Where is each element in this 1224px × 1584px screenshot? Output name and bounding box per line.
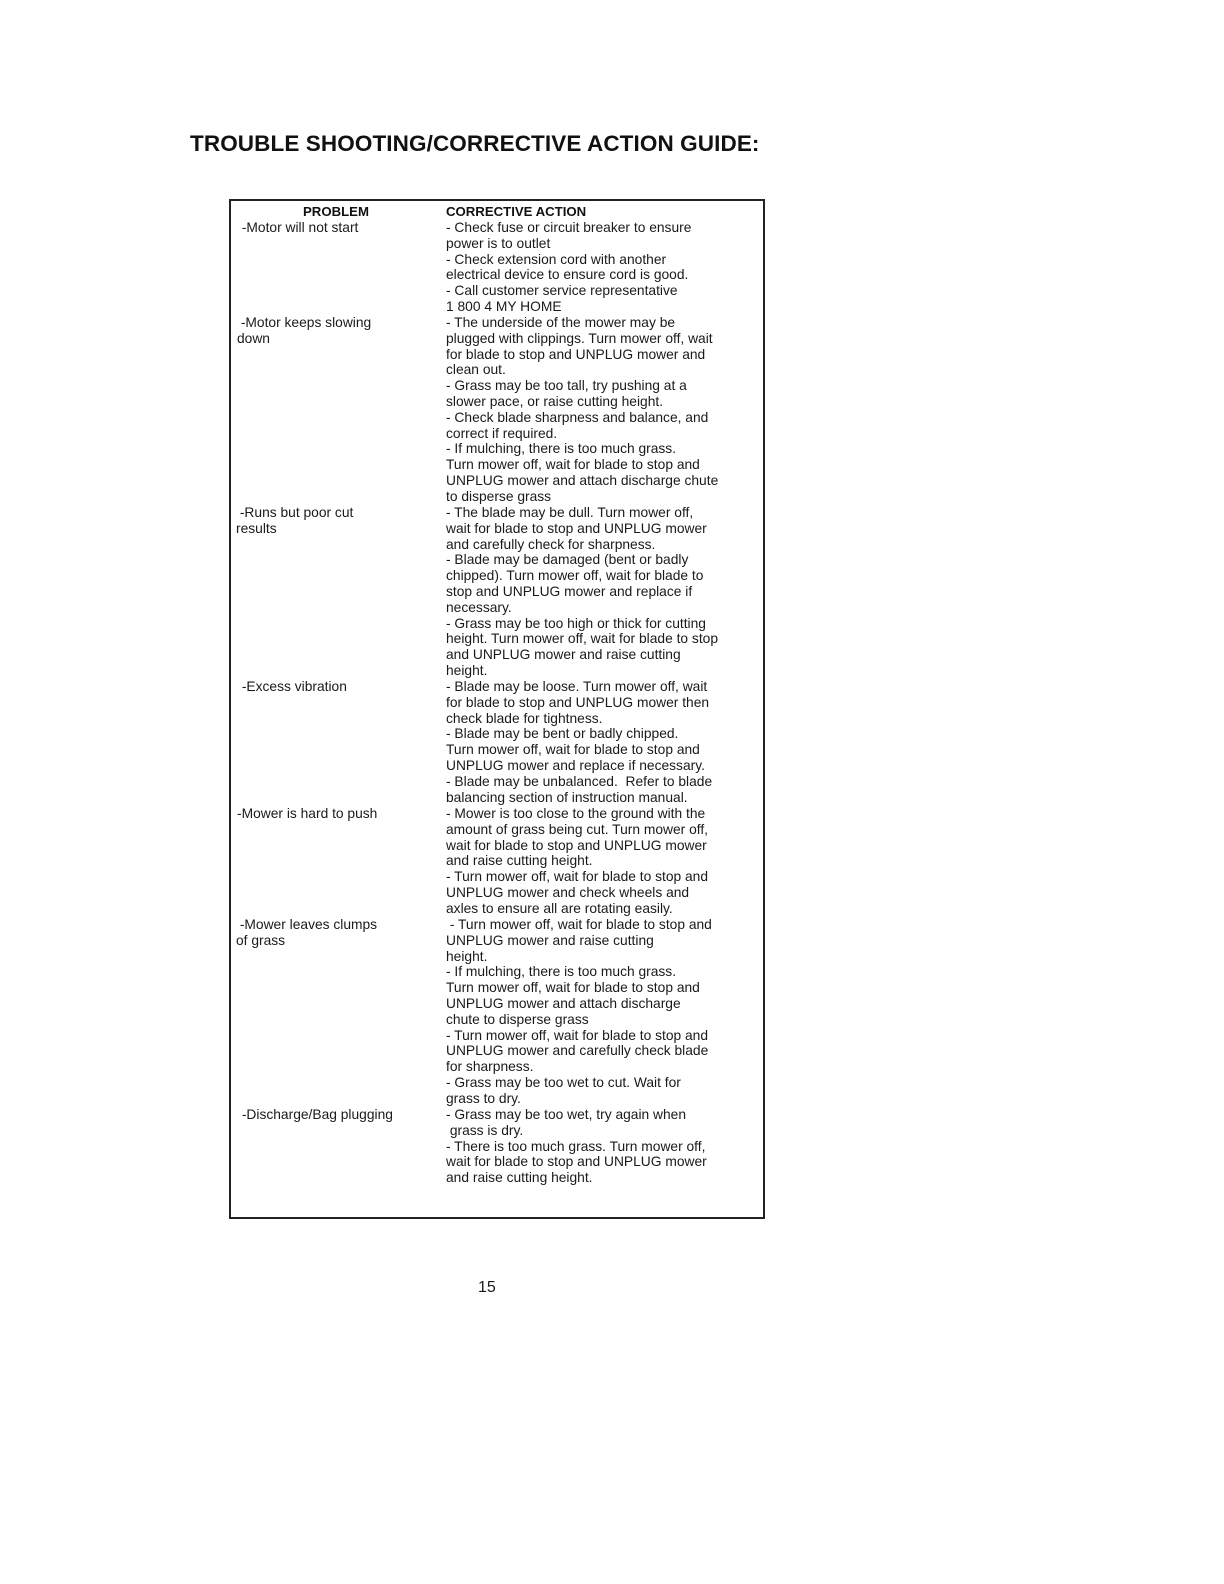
problem-motor-keeps-slowing: -Motor keeps slowing down [237, 315, 372, 346]
action-runs-but-poor-cut: - The blade may be dull. Turn mower off, wait for blade to stop and UNPLUG mower and carefully check for sharpness. - Blade may be damaged (bent or badly chipped). Turn mower off, wait for blade to stop and UNPLUG mower and replace if necessary. - Grass may be too high or thick for cutting height. Turn mower off, wait for blade to stop and UNPLUG mower and raise cutting height. [446, 505, 718, 678]
action-motor-will-not-start: - Check fuse or circuit breaker to ensure power is to outlet - Check extension cord with another electrical device to ensure cord is good. - Call customer service representative 1 800 4 MY HOME [446, 220, 692, 314]
action-mower-leaves-clumps: - Turn mower off, wait for blade to stop and UNPLUG mower and raise cutting height. - If mulching, there is too much grass. Turn mower off, wait for blade to stop and UNPLUG mower and attach discharge chute to disperse grass - Turn mower off, wait for blade to stop and UNPLUG mower and carefully check blade for sharpness. - Grass may be too wet to cut. Wait for grass to dry. [446, 917, 712, 1106]
problem-excess-vibration: -Excess vibration [238, 679, 347, 694]
action-motor-keeps-slowing: - The underside of the mower may be plugged with clippings. Turn mower off, wait for blade to stop and UNPLUG mower and clean out. - Grass may be too tall, try pushing at a slower pace, or raise cutting height. - Check blade sharpness and balance, and correct if required. - If mulching, there is too much grass. Turn mower off, wait for blade to stop and UNPLUG mower and attach discharge chute to disperse grass [446, 315, 719, 504]
problem-column-header: PROBLEM [303, 204, 369, 219]
page-number: 15 [478, 1279, 496, 1296]
page-title: TROUBLE SHOOTING/CORRECTIVE ACTION GUIDE: [190, 131, 760, 156]
action-discharge-bag-plugging: - Grass may be too wet, try again when grass is dry. - There is too much grass. Turn mower off, wait for blade to stop and UNPLUG mower and raise cutting height. [446, 1107, 707, 1186]
problem-motor-will-not-start: -Motor will not start [238, 220, 359, 235]
action-mower-hard-to-push: - Mower is too close to the ground with the amount of grass being cut. Turn mower off, wait for blade to stop and UNPLUG mower and raise cutting height. - Turn mower off, wait for blade to stop and UNPLUG mower and check wheels and axles to ensure all are rotating easily. [446, 806, 709, 916]
problem-discharge-bag-plugging: -Discharge/Bag plugging [238, 1107, 393, 1122]
corrective-action-column-header: CORRECTIVE ACTION [446, 204, 587, 219]
problem-mower-leaves-clumps: -Mower leaves clumps of grass [236, 917, 378, 948]
problem-mower-hard-to-push: -Mower is hard to push [237, 806, 378, 821]
action-excess-vibration: - Blade may be loose. Turn mower off, wait for blade to stop and UNPLUG mower then check blade for tightness. - Blade may be bent or badly chipped. Turn mower off, wait for blade to stop and UNPLUG mower and replace if necessary. - Blade may be unbalanced. Refer to blade balancing section of instruction manual. [446, 679, 713, 805]
problem-runs-but-poor-cut: -Runs but poor cut results [236, 505, 354, 536]
